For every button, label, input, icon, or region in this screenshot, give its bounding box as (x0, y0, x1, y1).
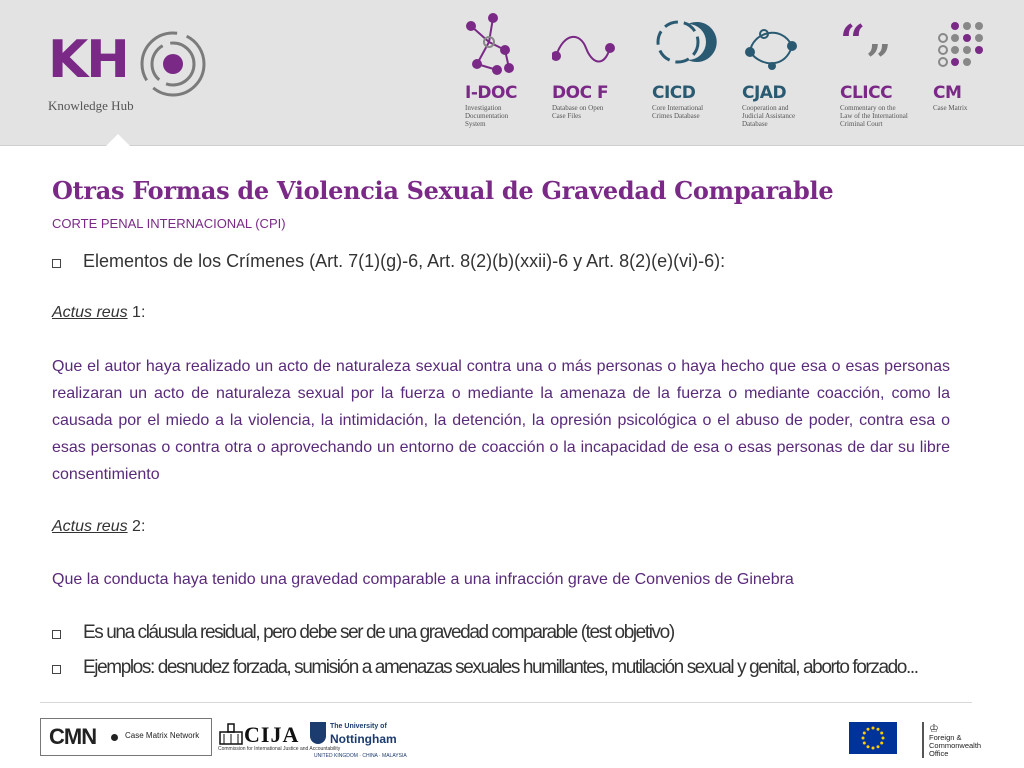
fco-logo[interactable] (922, 722, 992, 762)
square-bullet-icon (52, 259, 61, 268)
logo-rings-icon (139, 30, 207, 98)
cmn-logo[interactable]: CMN Case Matrix Network (40, 718, 212, 756)
db-description: Commentary on the Law of the International Criminal Court (840, 104, 908, 128)
conclusion-bullet (52, 657, 918, 679)
nottingham-logo[interactable]: The University of Nottingham UNITED KINGDOM · CHINA · MALAYSIA (310, 720, 400, 760)
crest-icon (310, 722, 326, 744)
cjad-link-icon (742, 12, 822, 80)
db-cm[interactable] (933, 12, 1013, 137)
idoc-network-icon (465, 12, 545, 80)
conclusion-bullet (52, 622, 674, 644)
db-name: CJAD (742, 83, 787, 103)
db-description: Investigation Documentation System (465, 104, 509, 128)
db-name: CM (933, 83, 962, 103)
cicd-circle-icon (652, 12, 732, 80)
bullet-elements (52, 251, 952, 272)
eu-flag-icon (849, 722, 897, 754)
building-icon (218, 722, 244, 746)
logo-subtitle: Knowledge Hub (48, 98, 134, 113)
eu-stars-icon (849, 722, 897, 754)
conclusion-text: Es una cláusula residual, pero debe ser de una gravedad comparable (test objetivo) (83, 622, 674, 643)
actus-reus-1-heading: Actus reus 1: (52, 304, 146, 321)
cija-logo[interactable]: CIJA Commission for International Justice and Accountability (218, 722, 341, 752)
docf-wave-icon (552, 12, 632, 80)
royal-crest-icon: ♔ (929, 723, 939, 735)
fco-text: Foreign & Commonwealth Office (929, 733, 982, 758)
header-band (0, 0, 1024, 146)
db-idoc[interactable] (465, 12, 545, 137)
db-clicc[interactable] (840, 12, 920, 137)
bullet-text: Elementos de los Crímenes (Art. 7(1)(g)-6, Art. 8(2)(b)(xxii)-6 y Art. 8(2)(e)(vi)-6): (83, 251, 726, 271)
page-title: Otras Formas de Violencia Sexual de Gravedad Comparable (52, 176, 834, 205)
db-cjad[interactable] (742, 12, 822, 137)
knowledge-hub-logo[interactable] (48, 28, 218, 118)
db-description: Cooperation and Judicial Assistance Database (742, 104, 796, 128)
header-notch (106, 134, 130, 146)
fco-bar (922, 722, 924, 758)
square-bullet-icon (52, 630, 61, 639)
svg-text:”: ” (866, 36, 892, 80)
db-name: CLICC (840, 83, 893, 103)
db-name: CICD (652, 83, 696, 103)
actus-reus-2-heading: Actus reus 2: (52, 518, 146, 535)
db-description: Case Matrix (933, 104, 968, 112)
db-name: DOC F (552, 83, 609, 103)
db-cicd[interactable] (652, 12, 732, 137)
cmn-dot-icon (111, 734, 118, 741)
actus-reus-1-text: Que el autor haya realizado un acto de naturaleza sexual contra una o más personas o haya hecho que esa o esas personas realizaran un acto de naturaleza sexual por la fuerza o mediante la amenaza de la fuerza o mediante coacción, como la causada por el miedo a la violencia, la intimidación, la detención, la opresión psicológica o el abuso de poder, contra esa o esas personas o contra otra o aprovechando un entorno de coacción o la incapacidad de esa o esas personas de dar su libre consentimiento (52, 358, 950, 483)
db-description: Core International Crimes Database (652, 104, 704, 120)
conclusion-text: Ejemplos: desnudez forzada, sumisión a amenazas sexuales humillantes, mutilación sexual y genital, aborto forzado... (83, 657, 918, 678)
svg-text:“: “ (840, 16, 866, 67)
cm-grid-icon (933, 12, 1013, 80)
actus-reus-2-text: Que la conducta haya tenido una gravedad comparable a una infracción grave de Convenios de Ginebra (52, 571, 794, 588)
clicc-quote-icon (840, 12, 920, 80)
db-name: I-DOC (465, 83, 517, 103)
db-docf[interactable] (552, 12, 632, 137)
square-bullet-icon (52, 665, 61, 674)
footer-divider (40, 702, 972, 703)
db-description: Database on Open Case Files (552, 104, 604, 120)
page-subtitle: CORTE PENAL INTERNACIONAL (CPI) (52, 216, 286, 231)
logo-letters: KH (48, 30, 128, 90)
